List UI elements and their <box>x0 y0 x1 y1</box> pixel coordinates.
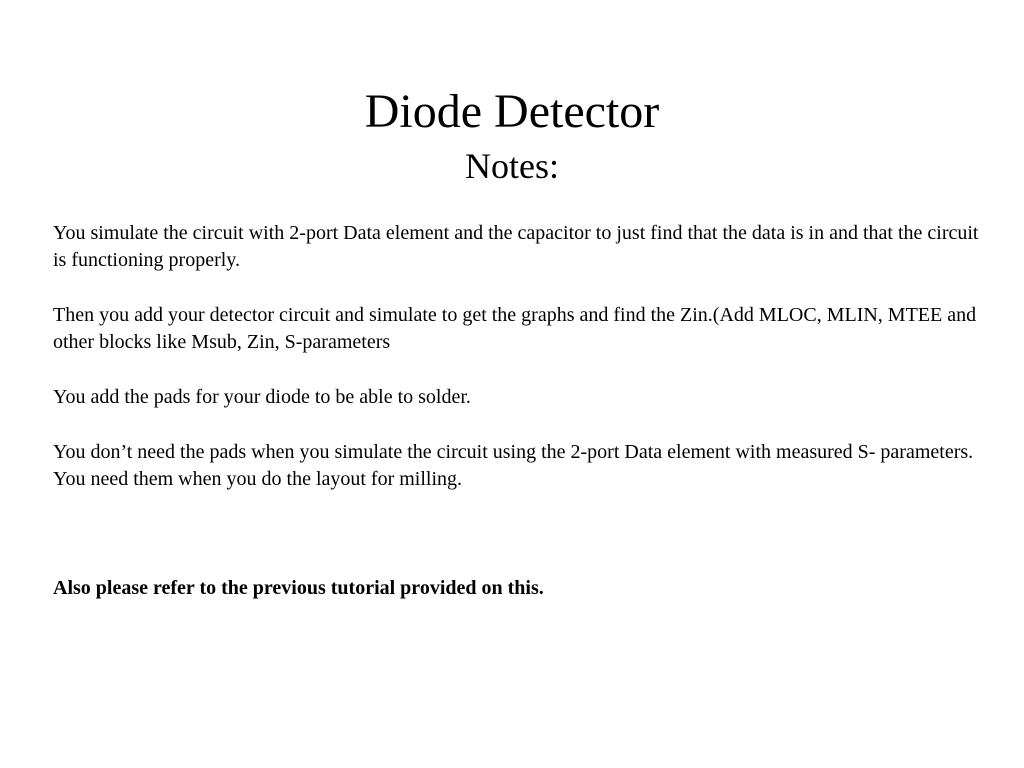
note-paragraph-pads: You add the pads for your diode to be able to solder. <box>53 386 471 408</box>
slide-title: Diode Detector <box>364 85 660 138</box>
tutorial-reference-note: Also please refer to the previous tutorial provided on this. <box>53 577 544 599</box>
slide-subtitle: Notes: <box>465 146 559 186</box>
note-paragraph-pads-layout: You don’t need the pads when you simulate the circuit using the 2-port Data element with measured S- parameters. You need them when you do the layout for milling. <box>53 441 974 490</box>
note-paragraph-detector-circuit: Then you add your detector circuit and simulate to get the graphs and find the Zin.(Add MLOC, MLIN, MTEE and other blocks like Msub, Zin, S-parameters <box>53 304 977 353</box>
note-paragraph-simulate-data: You simulate the circuit with 2-port Data element and the capacitor to just find that the data is in and that the circuit is functioning properly. <box>53 222 979 271</box>
notes-body <box>53 220 983 602</box>
